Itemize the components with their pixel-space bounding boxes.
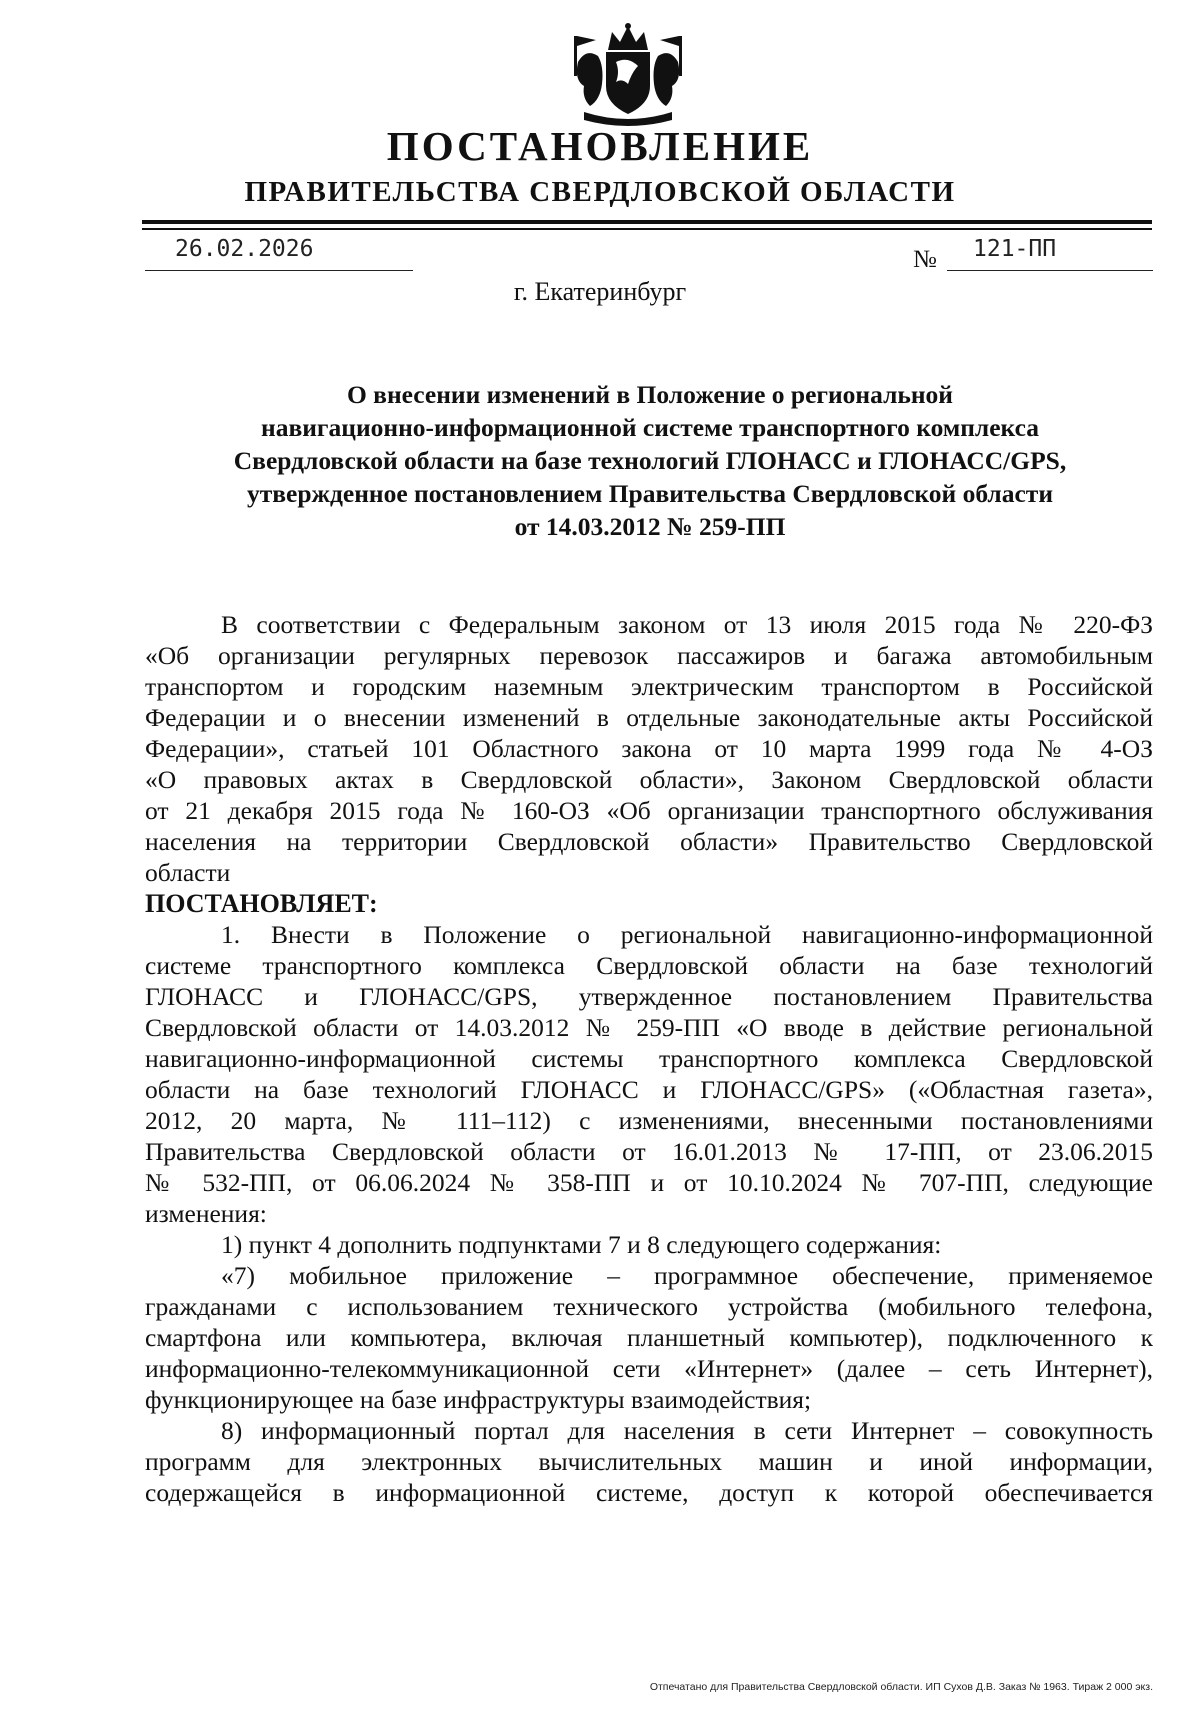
- body-line: ГЛОНАСС и ГЛОНАСС/GPS, утвержденное постановлением Правительства: [145, 982, 1153, 1011]
- body-line: В соответствии с Федеральным законом от 13 июля 2015 года № 220-ФЗ: [221, 610, 1153, 639]
- title-line: от 14.03.2012 № 259-ПП: [514, 512, 786, 541]
- body-line: 2012, 20 марта, № 111–112) с изменениями, внесенными постановлениями: [145, 1106, 1153, 1135]
- number-underline: [947, 270, 1153, 271]
- body-line: смартфона или компьютера, включая планшетный компьютер), подключенного к: [145, 1323, 1153, 1352]
- title-line: навигационно-информационной системе транспортного комплекса: [261, 413, 1039, 442]
- header-divider: [142, 220, 1152, 224]
- body-line: навигационно-информационной системы транспортного комплекса Свердловской: [145, 1044, 1153, 1073]
- body-line: транспортом и городским наземным электрическим транспортом в Российской: [145, 672, 1153, 701]
- header-divider-thin: [142, 228, 1152, 230]
- title-line: О внесении изменений в Положение о региональной: [346, 380, 954, 409]
- body-line: системе транспортного комплекса Свердловской области на базе технологий: [145, 951, 1153, 980]
- document-date: 26.02.2026: [175, 236, 314, 262]
- body-line: Федерации», статьей 101 Областного закона от 10 марта 1999 года № 4-ОЗ: [145, 734, 1153, 763]
- body-line: программ для электронных вычислительных машин и иной информации,: [145, 1447, 1153, 1476]
- document-body: [145, 609, 1153, 1508]
- body-line: гражданами с использованием технического устройства (мобильного телефона,: [145, 1292, 1153, 1321]
- coat-of-arms-icon: [568, 22, 688, 128]
- body-line: Правительства Свердловской области от 16.01.2013 № 17-ПП, от 23.06.2015: [145, 1137, 1153, 1166]
- body-line: 8) информационный портал для населения в сети Интернет – совокупность: [221, 1416, 1153, 1445]
- number-label: №: [913, 246, 937, 273]
- body-line: Федерации и о внесении изменений в отдельные законодательные акты Российской: [145, 703, 1153, 732]
- body-line: области: [145, 858, 231, 887]
- date-underline: [145, 270, 413, 271]
- document-subject-title: [150, 378, 1150, 543]
- body-line: изменения:: [145, 1199, 267, 1228]
- body-line: функционирующее на базе инфраструктуры взаимодействия;: [145, 1385, 812, 1414]
- document-number: 121-ПП: [973, 236, 1057, 262]
- resolution-heading: ПОСТАНОВЛЯЕТ:: [145, 889, 378, 918]
- document-type-title: ПОСТАНОВЛЕНИЕ: [386, 123, 814, 169]
- body-line: «О правовых актах в Свердловской области», Законом Свердловской области: [145, 765, 1153, 794]
- body-line: Свердловской области от 14.03.2012 № 259-ПП «О вводе в действие региональной: [145, 1013, 1153, 1042]
- body-line: содержащейся в информационной системе, доступ к которой обеспечивается: [145, 1478, 1153, 1507]
- issuer-subtitle: ПРАВИТЕЛЬСТВА СВЕРДЛОВСКОЙ ОБЛАСТИ: [244, 176, 956, 208]
- body-line: информационно-телекоммуникационной сети «Интернет» (далее – сеть Интернет),: [145, 1354, 1153, 1383]
- body-line: области на базе технологий ГЛОНАСС и ГЛОНАСС/GPS» («Областная газета»,: [145, 1075, 1153, 1104]
- city: г. Екатеринбург: [513, 277, 687, 306]
- print-footer: Отпечатано для Правительства Свердловской области. ИП Сухов Д.В. Заказ № 1963. Тираж 2 000 экз.: [649, 1681, 1153, 1693]
- body-line: 1) пункт 4 дополнить подпунктами 7 и 8 следующего содержания:: [221, 1230, 942, 1259]
- body-line: 1. Внести в Положение о региональной навигационно-информационной: [221, 920, 1153, 949]
- title-line: утвержденное постановлением Правительства Свердловской области: [246, 479, 1054, 508]
- body-line: «Об организации регулярных перевозок пассажиров и багажа автомобильным: [145, 641, 1153, 670]
- body-line: «7) мобильное приложение – программное обеспечение, применяемое: [221, 1261, 1153, 1290]
- title-line: Свердловской области на базе технологий ГЛОНАСС и ГЛОНАСС/GPS,: [233, 446, 1067, 475]
- body-line: населения на территории Свердловской области» Правительство Свердловской: [145, 827, 1153, 856]
- body-line: № 532-ПП, от 06.06.2024 № 358-ПП и от 10.10.2024 № 707-ПП, следующие: [145, 1168, 1153, 1197]
- body-line: от 21 декабря 2015 года № 160-ОЗ «Об организации транспортного обслуживания: [145, 796, 1153, 825]
